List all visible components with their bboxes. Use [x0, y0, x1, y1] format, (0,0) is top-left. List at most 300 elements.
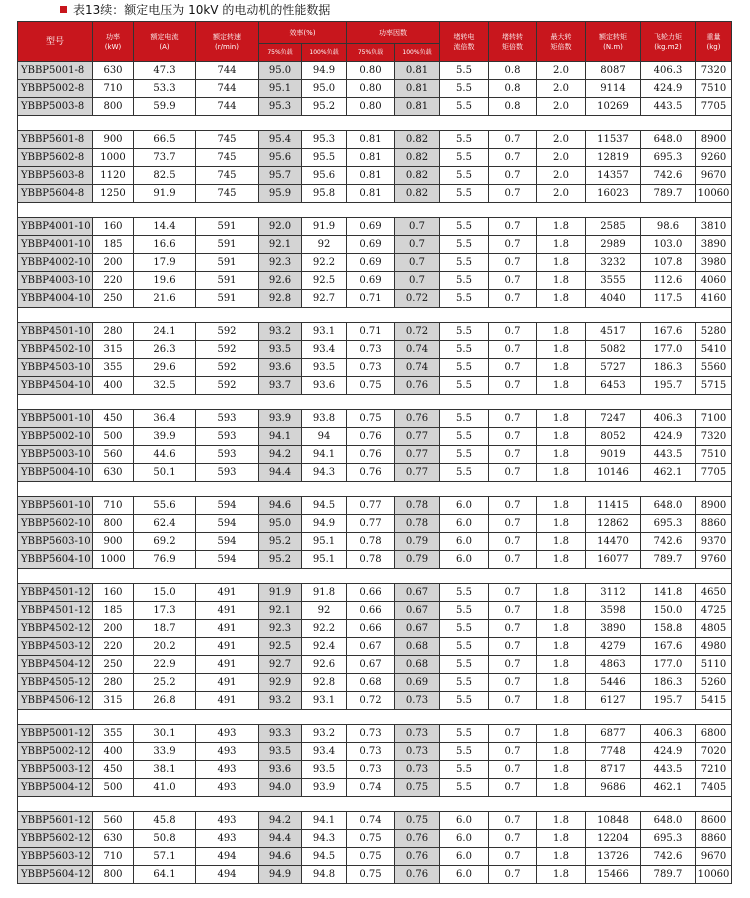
cell-max-torque: 1.8 [537, 290, 586, 308]
cell-current: 82.5 [134, 167, 196, 185]
cell-speed: 593 [196, 464, 259, 482]
cell-flywheel: 103.0 [641, 236, 696, 254]
cell-current: 66.5 [134, 131, 196, 149]
cell-eff-75: 95.0 [259, 62, 302, 80]
group-separator-row [18, 308, 732, 323]
cell-rated-torque: 4517 [586, 323, 641, 341]
cell-eff-100: 93.5 [302, 761, 347, 779]
header-max-torque: 最大转 矩倍数 [537, 22, 586, 62]
cell-model: YBBP5003-10 [18, 446, 93, 464]
cell-speed: 593 [196, 428, 259, 446]
cell-flywheel: 98.6 [641, 218, 696, 236]
cell-locked-torque: 0.7 [489, 725, 537, 743]
cell-max-torque: 1.8 [537, 812, 586, 830]
cell-rated-torque: 12204 [586, 830, 641, 848]
cell-weight: 5280 [696, 323, 732, 341]
cell-locked-current: 5.5 [440, 341, 489, 359]
group-separator-cell [18, 203, 732, 218]
cell-pf-75: 0.81 [347, 149, 395, 167]
cell-speed: 491 [196, 584, 259, 602]
cell-weight: 9670 [696, 848, 732, 866]
table-row [18, 830, 732, 848]
cell-speed: 491 [196, 602, 259, 620]
cell-locked-current: 5.5 [440, 674, 489, 692]
group-separator-cell [18, 569, 732, 584]
cell-flywheel: 424.9 [641, 743, 696, 761]
cell-power: 710 [93, 80, 134, 98]
cell-pf-100: 0.81 [395, 98, 440, 116]
cell-current: 26.3 [134, 341, 196, 359]
table-row [18, 692, 732, 710]
cell-eff-75: 95.6 [259, 149, 302, 167]
cell-power: 560 [93, 812, 134, 830]
cell-model: YBBP4001-10 [18, 218, 93, 236]
cell-speed: 493 [196, 812, 259, 830]
cell-flywheel: 167.6 [641, 323, 696, 341]
cell-weight: 3810 [696, 218, 732, 236]
table-row [18, 341, 732, 359]
table-header [18, 22, 732, 62]
cell-flywheel: 789.7 [641, 185, 696, 203]
square-bullet-icon [60, 6, 67, 13]
cell-power: 800 [93, 866, 134, 884]
cell-pf-75: 0.75 [347, 410, 395, 428]
cell-pf-100: 0.82 [395, 167, 440, 185]
cell-power: 250 [93, 656, 134, 674]
cell-max-torque: 1.8 [537, 743, 586, 761]
cell-pf-75: 0.67 [347, 656, 395, 674]
cell-pf-100: 0.7 [395, 218, 440, 236]
cell-max-torque: 1.8 [537, 602, 586, 620]
cell-weight: 8860 [696, 515, 732, 533]
cell-weight: 7510 [696, 80, 732, 98]
cell-locked-torque: 0.7 [489, 149, 537, 167]
cell-weight: 4060 [696, 272, 732, 290]
cell-power: 220 [93, 638, 134, 656]
cell-pf-75: 0.69 [347, 254, 395, 272]
cell-model: YBBP5603-10 [18, 533, 93, 551]
cell-speed: 493 [196, 779, 259, 797]
cell-weight: 7020 [696, 743, 732, 761]
cell-power: 800 [93, 515, 134, 533]
cell-rated-torque: 9019 [586, 446, 641, 464]
group-separator-row [18, 797, 732, 812]
cell-eff-75: 95.3 [259, 98, 302, 116]
cell-weight: 4650 [696, 584, 732, 602]
table-body [18, 62, 732, 884]
cell-locked-current: 6.0 [440, 830, 489, 848]
cell-current: 16.6 [134, 236, 196, 254]
table-row [18, 323, 732, 341]
cell-rated-torque: 14470 [586, 533, 641, 551]
cell-speed: 591 [196, 218, 259, 236]
cell-eff-75: 94.2 [259, 812, 302, 830]
group-separator-row [18, 395, 732, 410]
header-current: 额定电流 (A) [134, 22, 196, 62]
header-pf-100: 100%负载 [395, 44, 440, 62]
cell-eff-75: 93.7 [259, 377, 302, 395]
cell-flywheel: 789.7 [641, 551, 696, 569]
cell-eff-75: 92.1 [259, 602, 302, 620]
cell-locked-current: 5.5 [440, 290, 489, 308]
cell-flywheel: 117.5 [641, 290, 696, 308]
cell-max-torque: 2.0 [537, 185, 586, 203]
table-row [18, 446, 732, 464]
cell-model: YBBP4004-10 [18, 290, 93, 308]
cell-pf-100: 0.76 [395, 866, 440, 884]
cell-model: YBBP5601-8 [18, 131, 93, 149]
cell-speed: 593 [196, 410, 259, 428]
cell-pf-75: 0.80 [347, 62, 395, 80]
cell-flywheel: 789.7 [641, 866, 696, 884]
cell-eff-75: 94.1 [259, 428, 302, 446]
cell-pf-75: 0.69 [347, 236, 395, 254]
cell-speed: 591 [196, 254, 259, 272]
cell-pf-75: 0.74 [347, 779, 395, 797]
cell-speed: 493 [196, 725, 259, 743]
cell-pf-75: 0.80 [347, 98, 395, 116]
cell-eff-100: 94.1 [302, 812, 347, 830]
cell-eff-100: 92.4 [302, 638, 347, 656]
table-row [18, 80, 732, 98]
cell-flywheel: 443.5 [641, 446, 696, 464]
cell-pf-100: 0.75 [395, 779, 440, 797]
cell-weight: 7705 [696, 98, 732, 116]
cell-max-torque: 1.8 [537, 377, 586, 395]
cell-eff-100: 91.8 [302, 584, 347, 602]
cell-power: 220 [93, 272, 134, 290]
cell-pf-75: 0.77 [347, 515, 395, 533]
cell-current: 19.6 [134, 272, 196, 290]
group-separator-row [18, 203, 732, 218]
cell-eff-75: 92.6 [259, 272, 302, 290]
cell-flywheel: 195.7 [641, 692, 696, 710]
cell-locked-torque: 0.7 [489, 410, 537, 428]
cell-speed: 594 [196, 497, 259, 515]
table-row [18, 761, 732, 779]
cell-max-torque: 1.8 [537, 779, 586, 797]
cell-power: 200 [93, 254, 134, 272]
cell-max-torque: 1.8 [537, 848, 586, 866]
table-row [18, 620, 732, 638]
table-row [18, 149, 732, 167]
cell-current: 50.8 [134, 830, 196, 848]
cell-current: 25.2 [134, 674, 196, 692]
cell-max-torque: 2.0 [537, 80, 586, 98]
cell-eff-75: 95.1 [259, 80, 302, 98]
cell-model: YBBP5603-12 [18, 848, 93, 866]
cell-power: 500 [93, 428, 134, 446]
cell-current: 36.4 [134, 410, 196, 428]
cell-pf-100: 0.76 [395, 848, 440, 866]
cell-model: YBBP4505-12 [18, 674, 93, 692]
group-separator-cell [18, 710, 732, 725]
cell-model: YBBP4503-12 [18, 638, 93, 656]
cell-speed: 491 [196, 674, 259, 692]
cell-max-torque: 1.8 [537, 674, 586, 692]
cell-rated-torque: 8087 [586, 62, 641, 80]
cell-power: 160 [93, 584, 134, 602]
cell-rated-torque: 8717 [586, 761, 641, 779]
cell-locked-torque: 0.7 [489, 743, 537, 761]
cell-pf-75: 0.72 [347, 692, 395, 710]
cell-pf-100: 0.7 [395, 272, 440, 290]
cell-eff-75: 94.0 [259, 779, 302, 797]
cell-eff-100: 93.9 [302, 779, 347, 797]
cell-weight: 8900 [696, 497, 732, 515]
cell-flywheel: 424.9 [641, 80, 696, 98]
group-separator-cell [18, 116, 732, 131]
cell-max-torque: 1.8 [537, 272, 586, 290]
cell-pf-75: 0.75 [347, 866, 395, 884]
table-row [18, 515, 732, 533]
cell-eff-75: 95.2 [259, 551, 302, 569]
cell-locked-torque: 0.7 [489, 812, 537, 830]
cell-pf-100: 0.74 [395, 359, 440, 377]
cell-locked-torque: 0.8 [489, 98, 537, 116]
cell-eff-75: 93.5 [259, 743, 302, 761]
cell-flywheel: 462.1 [641, 464, 696, 482]
cell-power: 1000 [93, 149, 134, 167]
cell-pf-100: 0.67 [395, 602, 440, 620]
cell-speed: 745 [196, 149, 259, 167]
cell-eff-100: 92 [302, 236, 347, 254]
cell-locked-torque: 0.7 [489, 218, 537, 236]
cell-pf-100: 0.73 [395, 725, 440, 743]
cell-rated-torque: 5727 [586, 359, 641, 377]
cell-rated-torque: 12862 [586, 515, 641, 533]
header-rated-torque: 额定转矩 (N.m) [586, 22, 641, 62]
cell-eff-75: 94.2 [259, 446, 302, 464]
cell-model: YBBP5003-12 [18, 761, 93, 779]
cell-locked-current: 5.5 [440, 254, 489, 272]
cell-eff-100: 95.6 [302, 167, 347, 185]
header-power: 功率 (kW) [93, 22, 134, 62]
cell-weight: 9370 [696, 533, 732, 551]
cell-pf-100: 0.81 [395, 62, 440, 80]
cell-rated-torque: 5082 [586, 341, 641, 359]
cell-eff-100: 92 [302, 602, 347, 620]
cell-weight: 7100 [696, 410, 732, 428]
cell-eff-100: 94.8 [302, 866, 347, 884]
cell-current: 20.2 [134, 638, 196, 656]
cell-current: 21.6 [134, 290, 196, 308]
header-efficiency: 效率(%) [259, 22, 347, 44]
cell-speed: 592 [196, 323, 259, 341]
cell-eff-100: 95.5 [302, 149, 347, 167]
cell-weight: 6800 [696, 725, 732, 743]
cell-pf-100: 0.73 [395, 761, 440, 779]
cell-pf-75: 0.66 [347, 584, 395, 602]
cell-max-torque: 1.8 [537, 638, 586, 656]
cell-model: YBBP4504-12 [18, 656, 93, 674]
cell-locked-current: 5.5 [440, 638, 489, 656]
cell-locked-current: 6.0 [440, 515, 489, 533]
cell-max-torque: 1.8 [537, 497, 586, 515]
cell-power: 185 [93, 236, 134, 254]
cell-pf-75: 0.71 [347, 323, 395, 341]
cell-pf-75: 0.75 [347, 377, 395, 395]
cell-model: YBBP4504-10 [18, 377, 93, 395]
cell-eff-75: 91.9 [259, 584, 302, 602]
cell-locked-current: 5.5 [440, 656, 489, 674]
cell-power: 160 [93, 218, 134, 236]
cell-pf-75: 0.81 [347, 131, 395, 149]
cell-eff-100: 95.1 [302, 551, 347, 569]
table-row [18, 866, 732, 884]
cell-locked-current: 5.5 [440, 761, 489, 779]
cell-weight: 3890 [696, 236, 732, 254]
cell-pf-75: 0.73 [347, 341, 395, 359]
cell-weight: 9670 [696, 167, 732, 185]
cell-locked-current: 5.5 [440, 218, 489, 236]
header-pf-75: 75%负载 [347, 44, 395, 62]
cell-power: 1250 [93, 185, 134, 203]
cell-current: 38.1 [134, 761, 196, 779]
cell-max-torque: 1.8 [537, 551, 586, 569]
cell-eff-100: 93.4 [302, 743, 347, 761]
cell-rated-torque: 9114 [586, 80, 641, 98]
cell-weight: 7705 [696, 464, 732, 482]
cell-locked-torque: 0.7 [489, 761, 537, 779]
cell-speed: 494 [196, 848, 259, 866]
cell-eff-75: 94.4 [259, 464, 302, 482]
cell-pf-75: 0.73 [347, 743, 395, 761]
cell-eff-100: 92.7 [302, 290, 347, 308]
cell-locked-current: 6.0 [440, 497, 489, 515]
group-separator-cell [18, 797, 732, 812]
cell-current: 39.9 [134, 428, 196, 446]
cell-locked-torque: 0.7 [489, 167, 537, 185]
cell-eff-100: 93.1 [302, 692, 347, 710]
cell-flywheel: 406.3 [641, 725, 696, 743]
cell-pf-75: 0.77 [347, 497, 395, 515]
cell-eff-75: 93.2 [259, 692, 302, 710]
group-separator-cell [18, 395, 732, 410]
cell-weight: 3980 [696, 254, 732, 272]
cell-power: 900 [93, 131, 134, 149]
cell-flywheel: 648.0 [641, 131, 696, 149]
cell-locked-torque: 0.7 [489, 866, 537, 884]
cell-rated-torque: 2585 [586, 218, 641, 236]
cell-locked-torque: 0.7 [489, 656, 537, 674]
cell-eff-75: 93.3 [259, 725, 302, 743]
cell-eff-75: 95.0 [259, 515, 302, 533]
cell-speed: 491 [196, 656, 259, 674]
cell-rated-torque: 14357 [586, 167, 641, 185]
cell-weight: 9760 [696, 551, 732, 569]
cell-pf-75: 0.71 [347, 290, 395, 308]
cell-weight: 7320 [696, 62, 732, 80]
cell-pf-75: 0.81 [347, 185, 395, 203]
cell-max-torque: 2.0 [537, 131, 586, 149]
cell-current: 64.1 [134, 866, 196, 884]
cell-locked-torque: 0.7 [489, 533, 537, 551]
cell-flywheel: 195.7 [641, 377, 696, 395]
cell-current: 57.1 [134, 848, 196, 866]
cell-current: 32.5 [134, 377, 196, 395]
cell-pf-100: 0.72 [395, 290, 440, 308]
cell-pf-100: 0.77 [395, 464, 440, 482]
cell-eff-75: 92.1 [259, 236, 302, 254]
cell-rated-torque: 6877 [586, 725, 641, 743]
cell-weight: 7210 [696, 761, 732, 779]
cell-model: YBBP5602-8 [18, 149, 93, 167]
cell-pf-100: 0.73 [395, 743, 440, 761]
cell-flywheel: 186.3 [641, 359, 696, 377]
cell-locked-current: 5.5 [440, 725, 489, 743]
cell-flywheel: 406.3 [641, 62, 696, 80]
cell-power: 355 [93, 725, 134, 743]
cell-current: 41.0 [134, 779, 196, 797]
cell-flywheel: 424.9 [641, 428, 696, 446]
cell-current: 30.1 [134, 725, 196, 743]
cell-eff-100: 94.3 [302, 830, 347, 848]
cell-model: YBBP4506-12 [18, 692, 93, 710]
cell-model: YBBP4501-10 [18, 323, 93, 341]
cell-power: 315 [93, 341, 134, 359]
cell-current: 18.7 [134, 620, 196, 638]
table-row [18, 656, 732, 674]
cell-locked-current: 5.5 [440, 620, 489, 638]
cell-eff-75: 92.5 [259, 638, 302, 656]
cell-model: YBBP5004-10 [18, 464, 93, 482]
cell-current: 69.2 [134, 533, 196, 551]
header-model: 型号 [18, 22, 93, 62]
cell-weight: 4160 [696, 290, 732, 308]
cell-speed: 592 [196, 341, 259, 359]
cell-model: YBBP5604-12 [18, 866, 93, 884]
cell-current: 24.1 [134, 323, 196, 341]
cell-locked-torque: 0.7 [489, 236, 537, 254]
cell-locked-torque: 0.7 [489, 272, 537, 290]
cell-current: 17.3 [134, 602, 196, 620]
cell-locked-current: 6.0 [440, 812, 489, 830]
cell-locked-current: 6.0 [440, 551, 489, 569]
cell-model: YBBP4502-12 [18, 620, 93, 638]
cell-max-torque: 1.8 [537, 656, 586, 674]
cell-pf-100: 0.69 [395, 674, 440, 692]
cell-locked-torque: 0.8 [489, 80, 537, 98]
cell-model: YBBP5002-8 [18, 80, 93, 98]
cell-pf-100: 0.74 [395, 341, 440, 359]
cell-model: YBBP5001-12 [18, 725, 93, 743]
cell-power: 185 [93, 602, 134, 620]
cell-locked-torque: 0.7 [489, 674, 537, 692]
cell-power: 450 [93, 410, 134, 428]
cell-speed: 591 [196, 272, 259, 290]
cell-rated-torque: 6127 [586, 692, 641, 710]
cell-flywheel: 406.3 [641, 410, 696, 428]
cell-flywheel: 443.5 [641, 98, 696, 116]
cell-pf-75: 0.73 [347, 725, 395, 743]
cell-rated-torque: 4279 [586, 638, 641, 656]
cell-eff-100: 94.9 [302, 62, 347, 80]
cell-locked-torque: 0.7 [489, 551, 537, 569]
cell-current: 50.1 [134, 464, 196, 482]
cell-locked-torque: 0.7 [489, 848, 537, 866]
table-row [18, 272, 732, 290]
cell-locked-current: 5.5 [440, 410, 489, 428]
cell-model: YBBP4002-10 [18, 254, 93, 272]
cell-locked-torque: 0.7 [489, 584, 537, 602]
cell-current: 17.9 [134, 254, 196, 272]
cell-eff-75: 92.3 [259, 620, 302, 638]
cell-eff-100: 93.6 [302, 377, 347, 395]
cell-pf-100: 0.75 [395, 812, 440, 830]
cell-eff-75: 92.9 [259, 674, 302, 692]
cell-pf-100: 0.67 [395, 584, 440, 602]
